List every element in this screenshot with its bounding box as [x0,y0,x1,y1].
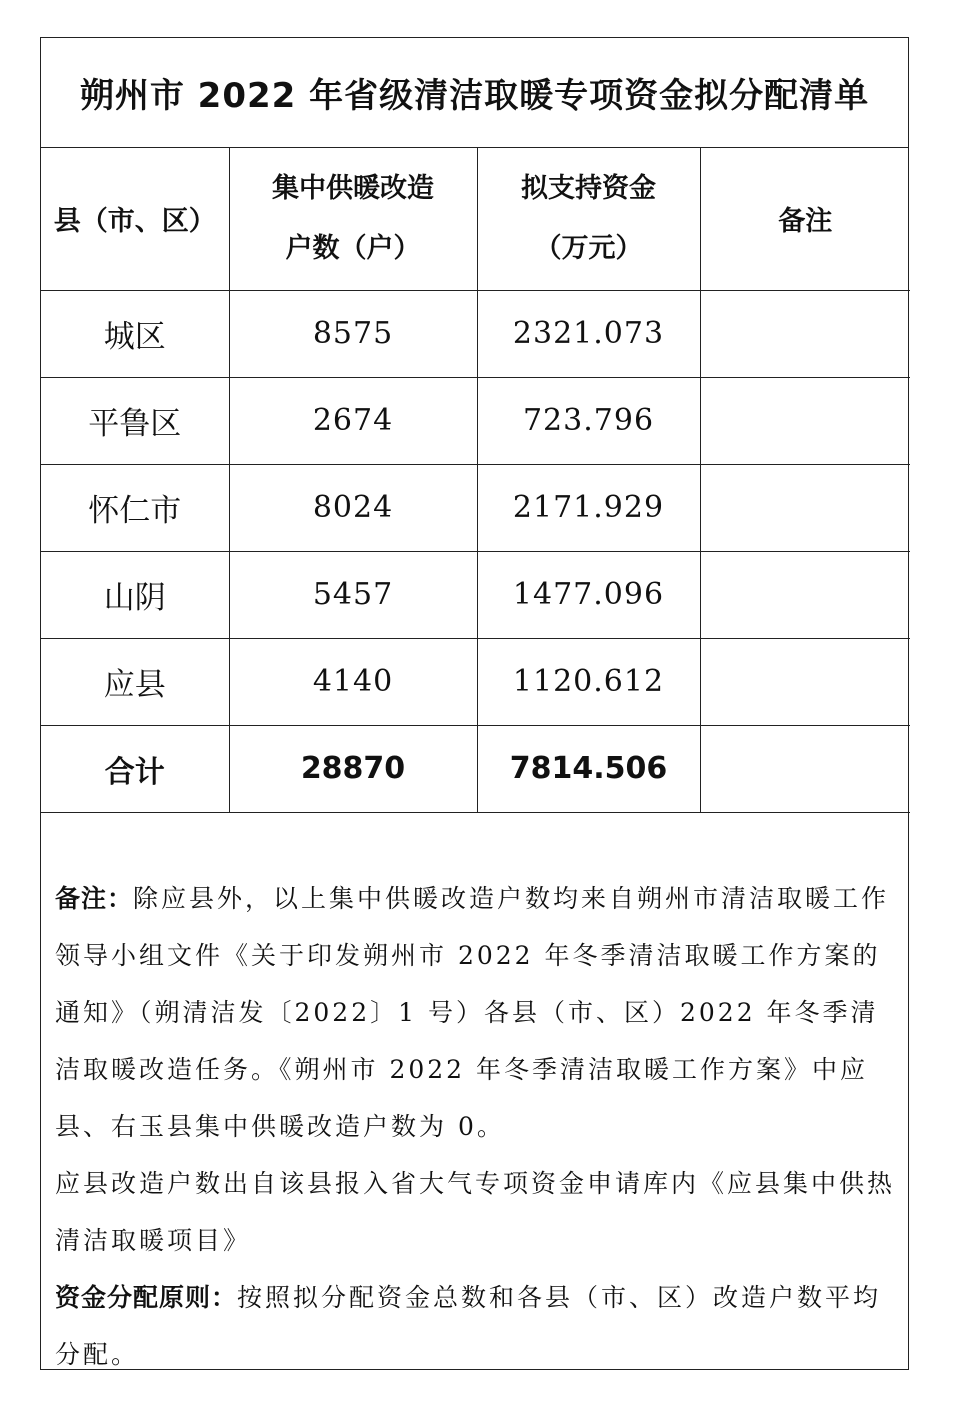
header-funds: 拟支持资金 （万元） [477,148,700,290]
principle-text: 按照拟分配资金总数和各县（市、区）改造户数平均分配。 [55,1283,882,1369]
cell-remark [700,377,910,464]
table-row [41,377,910,464]
header-county: 县（市、区） [41,148,229,290]
cell-funds: 2171.929 [477,464,700,551]
total-row [41,725,910,812]
total-remark [700,725,910,812]
notes-section [55,870,896,1383]
cell-funds: 723.796 [477,377,700,464]
cell-funds: 1120.612 [477,638,700,725]
table-header-row [41,148,910,290]
header-households: 集中供暖改造 户数（户） [229,148,477,290]
cell-funds: 1477.096 [477,551,700,638]
remark-paragraph [55,870,896,1155]
cell-county: 平鲁区 [41,377,229,464]
cell-remark [700,464,910,551]
cell-county: 山阴 [41,551,229,638]
remark-text: 除应县外，以上集中供暖改造户数均来自朔州市清洁取暖工作领导小组文件《关于印发朔州市 2022 年冬季清洁取暖工作方案的通知》（朔清洁发〔2022〕1 号）各县（市、区）2022 年冬季清洁取暖改造任务。《朔州市 2022 年冬季清洁取暖工作方案》中应县、右玉县集中供暖改造户数为 0。 [55,884,890,1141]
principle-label: 资金分配原则： [55,1283,238,1312]
cell-households: 5457 [229,551,477,638]
table-row [41,290,910,377]
page-title: 朔州市 2022 年省级清洁取暖专项资金拟分配清单 [41,38,908,148]
cell-county: 怀仁市 [41,464,229,551]
cell-households: 8024 [229,464,477,551]
cell-funds: 2321.073 [477,290,700,377]
remark-label: 备注： [55,884,134,913]
total-label: 合计 [41,725,229,812]
allocation-table [41,148,910,813]
table-row [41,551,910,638]
cell-households: 8575 [229,290,477,377]
total-funds: 7814.506 [477,725,700,812]
header-remark: 备注 [700,148,910,290]
cell-households: 4140 [229,638,477,725]
cell-remark [700,551,910,638]
cell-remark [700,638,910,725]
document-frame [40,37,909,1370]
table-row [41,464,910,551]
cell-county: 城区 [41,290,229,377]
cell-remark [700,290,910,377]
principle-paragraph [55,1269,896,1383]
extra-paragraph: 应县改造户数出自该县报入省大气专项资金申请库内《应县集中供热清洁取暖项目》 [55,1169,896,1255]
cell-county: 应县 [41,638,229,725]
total-households: 28870 [229,725,477,812]
cell-households: 2674 [229,377,477,464]
table-row [41,638,910,725]
